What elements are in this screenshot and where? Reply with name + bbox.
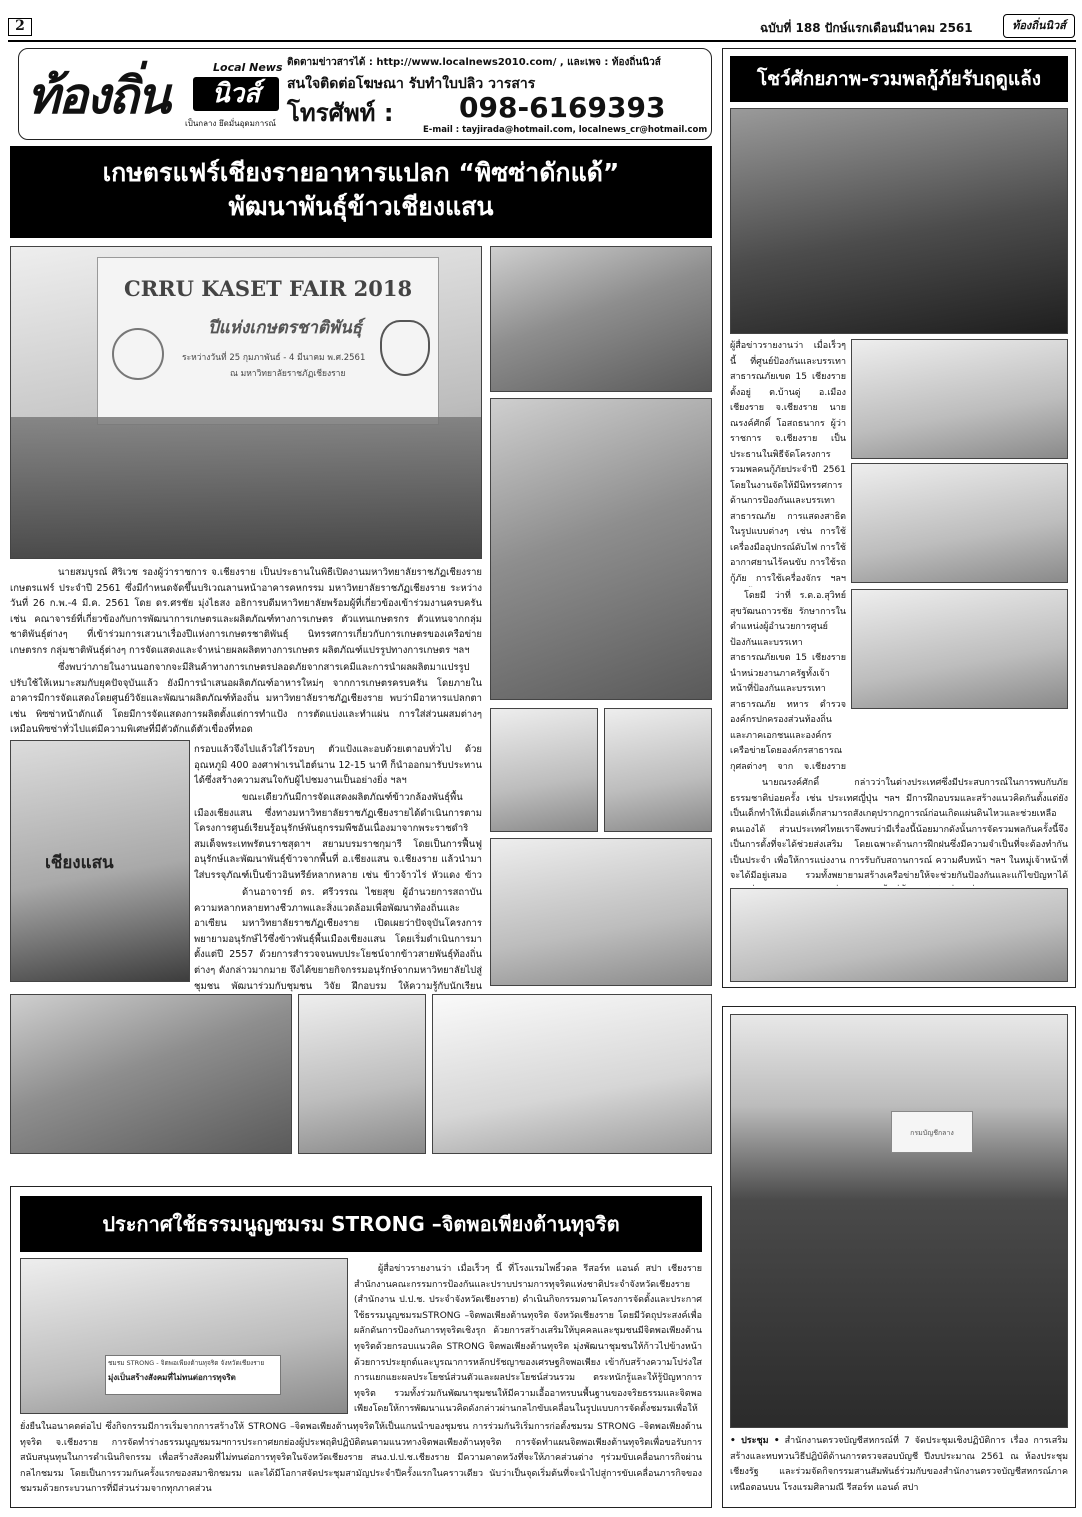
logo-local: Local News	[213, 61, 283, 74]
photo-strong-group	[20, 1258, 348, 1414]
issue-info: ฉบับที่ 188 ปักษ์แรกเดือนมีนาคม 2561	[760, 21, 973, 35]
caption-text: สำนักงานตรวจบัญชีสหกรณ์ที่ 7 จัดประชุมเชิงปฏิบัติการ เรื่อง การเสริมสร้างและทบทวนวิธีปฏิบัติด้านการตรวจสอบบัญชี ปีงบประมาณ 2561 ณ ห้องประชุมเชียงรัฐ และร่วมจัดกิจกรรมสานสัมพันธ์ร่วมกับของสำนักงานตรวจบัญชีสหกรณ์ภาคเหนือตอนบน โรงแรมศิลามณี รีสอร์ท แอนด์ สปา	[730, 1436, 1068, 1493]
photo-food-display	[490, 246, 712, 392]
rice-bag-label: เชียงแสน	[45, 853, 114, 873]
photo-rescue-field	[851, 589, 1068, 709]
story1-headline-line2: พัฒนาพันธุ์ข้าวเชียงแสน	[228, 192, 494, 221]
photo-chef-pizza	[10, 994, 292, 1154]
photo-kaset-fair-stage	[10, 246, 482, 559]
story2-headline: โชว์ศักยภาพ-รวมพลกู้ภัยรับฤดูแล้ง	[730, 56, 1068, 102]
photo-chef-serving	[298, 994, 426, 1154]
caption-lead: • ประชุม •	[730, 1436, 780, 1446]
story1-para5: ด้านอาจารย์ ดร. ศรีวรรณ ไชยสุข ผู้อำนวยการสถาบันความหลากหลายทางชีวภาพและสิ่งแวดล้อมเพื่อพัฒนาท้องถิ่นและอาเซียน มหาวิทยาลัยราชภัฏเชียงราย เปิดเผยว่าปัจจุบันโครงการพยายามอนุรักษ์ไว้ซึ่งข้าวพันธุ์พื้นเมืองเชียงแสน โดยเริ่มดำเนินการมาตั้งแต่ปี 2557 ด้วยการสำรวจจนพบประโยชน์จากข้าวสายพันธุ์ท้องถิ่นต่างๆ ดังกล่าวมากมาย จึงได้ขยายกิจกรรมอนุรักษ์จากมหาวิทยาลัยไปสู่ชุมชน พัฒนาร่วมกับชุมชน วิจัย ฝึกอบรม ให้ความรู้กับนักเรียน	[194, 887, 482, 992]
email-line: E-mail : tayjirada@hotmail.com, localnews_cr@hotmail.com	[423, 125, 708, 135]
photo-rescue-station	[851, 463, 1068, 583]
photo-rice-shelf	[604, 708, 712, 832]
photo-audit-meeting	[730, 1014, 1068, 1428]
fair-banner-title: CRRU KASET FAIR 2018	[124, 276, 413, 301]
story2-para3: นายณรงค์ศักดิ์ กล่าวว่าในต่างประเทศซึ่งมีประสบการณ์ในการพบกับภัยธรรมชาติบ่อยครั้ง เช่น ประเทศญี่ปุ่น ฯลฯ มีการฝึกอบรมและสร้างแนวคิดกันตั้งแต่ยังเป็นเด็กทำให้เมื่อแต่เด็กสามารถสังเกตุปรากฎการณ์ก่อนเกิดแผ่นดินไหวและช่วยเหลือตนเองได้ ส่วนประเทศไทยเราจึงพบว่ามีเรื่องนี้น้อยมากดังนั้นการจัดรวมพลกันครั้งนี้จึงเป็นการตั้งที่จะได้ช่วยส่งเสริม โดยเฉพาะด้านการฝึกฝนซึ่งมีความจำเป็นที่จะต้องทำกันเป็นประจำ เพื่อให้การแบ่งงาน การรับกับสถานการณ์ ความคืบหน้า ฯลฯ ในหมู่เจ้าหน้าที่จะได้มีอยู่เสมอ รวมทั้งพยายามสร้างเครือข่ายให้จะช่วยกันป้องกันและแก้ไขปัญหาได้	[730, 778, 1068, 881]
story1-para4: ขณะเดียวกันมีการจัดแสดงผลิตภัณฑ์ข้าวกล้องพันธุ์พื้นเมืองเชียงแสน ซึ่งทางมหาวิทยาลัยราชภัฏเชียงรายได้ดำเนินการตามโครงการศูนย์เรียนรู้อนุรักษ์พันธุกรรมพืชอันเนื่องมาจากพระราชดำริ สมเด็จพระเทพรัตนราชสุดาฯ สยามบรมราชกุมารี โดยเป็นการฟื้นฟู อนุรักษ์และพัฒนาพันธุ์ข้าวจากพื้นที่ อ.เชียงแสน จ.เชียงราย แล้วนำมาใส่บรรจุภัณฑ์เป็นข้าวอินทรีย์หลากหลาย เช่น ข้าวจ้าวไร่ หัวแดง ข้าว	[194, 792, 482, 881]
story1-headline	[10, 146, 712, 238]
logo-main: ท้องถิ่น	[27, 66, 169, 125]
photo-fair-tents	[490, 838, 712, 986]
logo-sub: นิวส์	[193, 77, 279, 111]
story2-para1: ผู้สื่อข่าวรายงานว่า เมื่อเร็วๆ นี้ ที่ศูนย์ป้องกันและบรรเทาสาธารณภัยเขต 15 เชียงราย ตั้งอยู่ ต.บ้านดู่ อ.เมืองเชียงราย จ.เชียงราย นายณรงค์ศักดิ์ โอสถธนากร ผู้ว่าราชการ จ.เชียงราย เป็นประธานในพิธีจัดโครงการรวมพลคนกู้ภัยประจำปี 2561 โดยในงานจัดให้มีนิทรรศการด้านการป้องกันและบรรเทาสาธารณภัย การแสดงสาธิตในรูปแบบต่างๆ เช่น การใช้เครื่องมืออุปกรณ์ดับไฟ การใช้อากาศยานไร้คนขับ การใช้รถกู้ภัย การใช้เครื่องจักร ฯลฯ	[730, 341, 846, 584]
photo-rice-packages	[490, 708, 598, 832]
fair-banner-sub: ปีแห่งเกษตรชาติพันธุ์	[208, 318, 363, 338]
story1-para1: นายสมบูรณ์ ศิริเวช รองผู้ว่าราชการ จ.เชียงราย เป็นประธานในพิธีเปิดงานมหาวิทยาลัยราชภัฏเชียงราย เกษตรแฟร์ ประจำปี 2561 ซึ่งมีกำหนดจัดขึ้นบริเวณลานหน้าอาคารคหกรรม มหาวิทยาลัยราชภัฏเชียงราย ระหว่างวันที่ 26 ก.พ.-4 มี.ค. 2561 โดย ดร.ศรชัย มุ่งไธสง อธิการบดีมหาวิทยาลัยพร้อมผู้ที่เกี่ยวข้องเข้าร่วมงานครบครัน เช่น คณาจารย์ที่เกี่ยวข้องกับการพัฒนาการเกษตรและผลิตภัณฑ์ทางการเกษตร ตัวแทนเกษตรกร ตัวแทนจากกลุ่มชาติพันธุ์ต่างๆ ที่เข้าร่วมการเสวนาเรื่องปีแห่งการเกษตรชาติพันธุ์ นิทรรศการเกี่ยวกับการเกษตรของเครือข่ายเกษตรกร กลุ่มชาติพันธุ์ต่างๆ การจัดแสดงและจำหน่ายผลผลิตทางการเกษตร ผลิตภัณฑ์แปรรูปทางการเกษตร ฯลฯ	[10, 567, 482, 656]
photo-officials-tasting	[490, 398, 712, 700]
mini-logo: ท้องถิ่นนิวส์	[1003, 14, 1075, 38]
story3-headline: ประกาศใช้ธรรมนูญชมรม STRONG –จิตพอเพียงต้านทุจริต	[20, 1196, 702, 1252]
story1-para3: กรอบแล้วจึงไปแล้วใส่ไว้รอบๆ ตัวแป้งและอบด้วยเตาอบทั่วไป ด้วยอุณหภูมิ 400 องศาฟาเรนไฮต์นาน 12-15 นาที ก็นำออกมารับประทานได้ซึ่งสร้างความสนใจกับผู้ไปชมงานเป็นอย่างยิ่ง ฯลฯ	[194, 744, 482, 787]
phone-number: 098-6169393	[459, 91, 666, 124]
top-rule	[8, 40, 1076, 42]
story4-caption	[730, 1434, 1068, 1504]
photo-chiang-saen-rice-bag	[10, 740, 190, 982]
meeting-screen: กรมบัญชีกลาง	[891, 1111, 973, 1153]
story3-para2: ยั่งยืนในอนาคตต่อไป ซึ่งกิจกรรมมีการเริ่มจากการสร้างให้ STRONG –จิตพอเพียงต้านทุจริตให้เป็นแกนนำของชุมชน การร่วมกันริเริ่มการก่อตั้งชมรม STRONG –จิตพอเพียงต้านทุจริต จ.เชียงราย การจัดทำร่างธรรมนูญชมรมฯการประกาศยกย่องผู้ประพฤติปฏิบัติตนตามแนวทางจิตพอเพียงต้านทุจริต การจัดทำแผนจิตพอเพียงต้านทุจริตเพื่อขอรับการสนับสนุนทุนในการดำเนินกิจกรรม เพื่อสร้างสังคมที่ไม่ทนต่อการทุจริตในจังหวัดเชียงราย สนง.ป.ป.ช.เชียงราย มีความคาดหวังที่จะให้ภาคส่วนต่าง ๆร่วมขับเคลื่อนการกิจผ่านกลไกชมรม โดยเป็นการรวมกันครั้งแรกของสมาชิกชมรม และได้มีโอกาสจัดประชุมสามัญประจำปีครั้งแรกในคราวเดียว นับว่าเป็นจุดเริ่มต้นที่จะนำไปสู่การขับเคลื่อนภารกิจของชมรมด้วยกระบวนการที่มีส่วนร่วมจากทุกภาคส่วน	[20, 1422, 702, 1495]
photo-ambulances	[730, 888, 1068, 982]
follow-line: ติดตามข่าวสารได้ : http://www.localnews2010.com/ , และเพจ : ท้องถิ่นนิวส์	[287, 57, 661, 68]
strong-banner-line1: ชมรม STRONG - จิตพอเพียงต้านทุจริต จังหวัดเชียงราย	[108, 1359, 265, 1367]
fair-banner	[97, 257, 439, 425]
story1-headline-line1: เกษตรแฟร์เชียงรายอาหารแปลก “พิซซ่าดักแด้”	[102, 158, 620, 187]
strong-banner	[105, 1355, 281, 1395]
story1-para2: ซึ่งพบว่าภายในงานนอกจากจะมีสินค้าทางการเกษตรปลอดภัยจากสารเคมีและการนำผลผลิตมาแปรรูปปรับใช้ให้เหมาะสมกับยุคปัจจุบันแล้ว ยังมีการนำเสนอผลิตภัณฑ์อาหารใหม่ๆ จากการเกษตรครบครัน โดยภายในอาคารมีการจัดแสดงโดยศูนย์วิจัยและพัฒนาผลิตภัณฑ์ท้องถิ่น มหาวิทยาลัยราชภัฏเชียงราย พบว่ามีอาหารแปลกตา เช่น พิซซ่าหน้าดักแด้ โดยมีการจัดแสดงการผลิตตั้งแต่การทำแป้ง การตัดแบ่งและทำแผ่น การใส่ส่วนผสมต่างๆ เหมือนพิซซ่าทั่วไปแต่มีความพิเศษที่มีตัวดักแด้ตัวเขื่องที่ทอด	[10, 662, 482, 736]
fair-logo-icon	[112, 328, 164, 380]
fair-logo-icon	[380, 320, 430, 376]
strong-banner-line2: มุ่งเป็นสร้างสังคมที่ไม่ทนต่อการทุจริต	[108, 1373, 236, 1382]
fair-banner-place: ณ มหาวิทยาลัยราชภัฏเชียงราย	[230, 369, 346, 379]
masthead	[18, 48, 712, 140]
photo-rescue-tents	[851, 339, 1068, 459]
logo	[25, 53, 287, 133]
story3-para1: ผู้สื่อข่าวรายงานว่า เมื่อเร็วๆ นี้ ที่โรงแรมไพธิ์วดล รีสอร์ท แอนด์ สปา เชียงราย สำนักงานคณะกรรมการป้องกันและปราบปรามการทุจริตแห่งชาติประจำจังหวัดเชียงราย (สำนักงาน ป.ป.ช. ประจำจังหวัดเชียงราย) ดำเนินกิจกรรมตามโครงการจัดตั้งและประกาศใช้ธรรมนูญชมรมSTRONG –จิตพอเพียงต้านทุจริต จังหวัดเชียงราย โดยมีวัตถุประสงค์เพื่อผลักดันการป้องกันการทุจริตเชิงรุก ด้วยการสร้างเสริมให้บุคคลและชุมชนมีจิตพอเพียงต้านทุจริตด้วยกรอบแนวคิด STRONG จิตพอเพียงต้านทุจริต มุ่งพัฒนาชุมชนให้ก้าวไปข้างหน้าด้วยการประยุกต์และบูรณาการหลักปรัชญาของเศรษฐกิจพอเพียง เข้ากับสร้างความโปร่งใสการแยกแยะผลประโยชน์ส่วนตัวและผลประโยชน์ส่วนรวม ตระหนักรู้และให้รู้ปัญหาการทุจริต รวมทั้งร่วมกันพัฒนาชุมชนให้มีความเอื้ออาทรบนพื้นฐานของจริยธรรมและจิตพอเพียงโดยให้การพัฒนาแนวคิดดังกล่าวผ่านกลไกขับเคลื่อนในรูปแบบการจัดตั้งชมรมเพื่อให้	[354, 1264, 702, 1415]
logo-tagline: เป็นกลาง ยึดมั่นอุดมการณ์	[185, 119, 276, 128]
ads-line: สนใจติดต่อโฆษณา รับทำใบปลิว วารสาร	[287, 76, 536, 92]
photo-rescue-ceremony	[730, 108, 1068, 334]
page-number: 2	[8, 18, 32, 36]
phone-label: โทรศัพท์ :	[287, 99, 394, 127]
photo-pupa-pizza	[432, 994, 712, 1154]
story2-para2: โดยมี ว่าที่ ร.ต.อ.สุวิทย์ สุขวัฒนถาวรชัย รักษาการในตำแหน่งผู้อำนวยการศูนย์ป้องกันและบรรเทาสาธารณภัยเขต 15 เชียงราย นำหน่วยงานภาครัฐทั้งเจ้าหน้าที่ป้องกันและบรรเทาสาธารณภัย ทหาร ตำรวจ องค์กรปกครองส่วนท้องถิ่น และภาคเอกชนและองค์กรเครือข่ายโดยองค์กรสาธารณกุศลต่างๆ จาก จ.เชียงราย	[730, 591, 846, 772]
stage-people	[11, 417, 482, 559]
fair-banner-date: ระหว่างวันที่ 25 กุมภาพันธ์ - 4 มีนาคม พ.ศ.2561	[182, 353, 366, 363]
